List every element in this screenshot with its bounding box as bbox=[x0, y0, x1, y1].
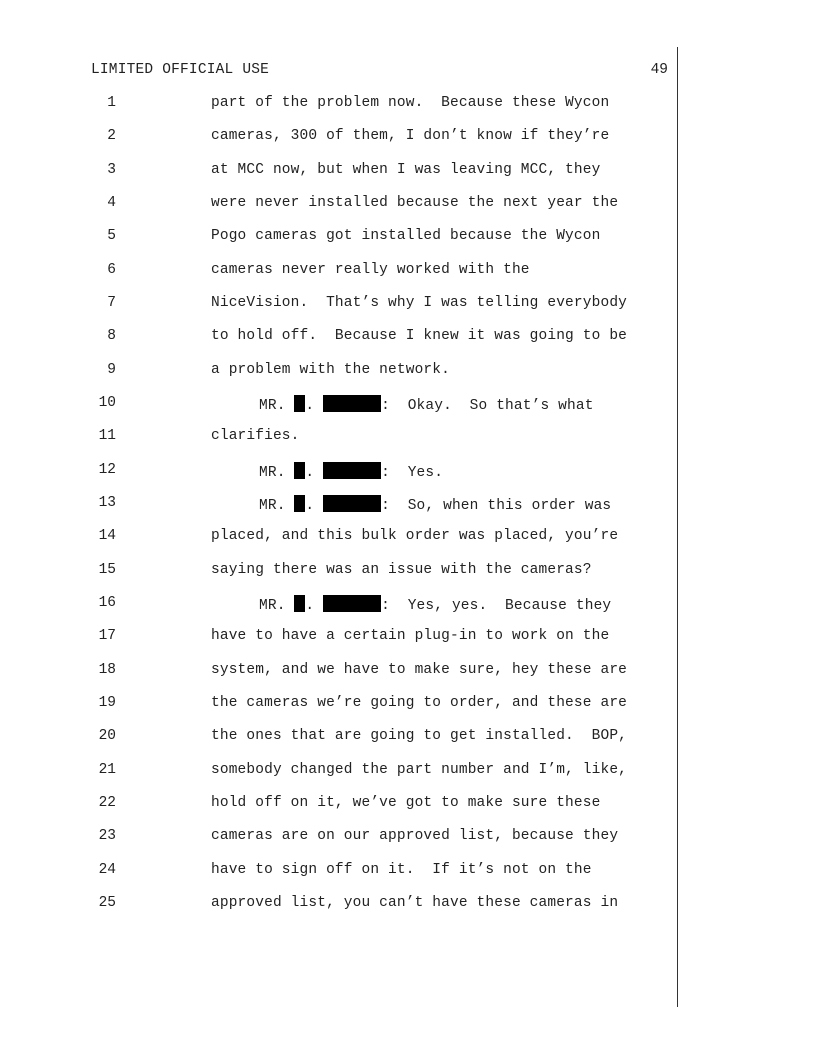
line-number: 2 bbox=[107, 128, 116, 144]
speaker-line: MR. . : So, when this order was bbox=[259, 495, 611, 514]
transcript-line bbox=[0, 362, 816, 384]
line-text: the cameras we’re going to order, and these are bbox=[211, 695, 628, 711]
line-text: hold off on it, we’ve got to make sure these bbox=[211, 795, 601, 811]
transcript-line bbox=[0, 262, 816, 284]
line-text: Yes, yes. Because they bbox=[407, 598, 612, 614]
transcript-line bbox=[0, 462, 816, 484]
speaker-title: MR. bbox=[259, 465, 286, 481]
transcript-line bbox=[0, 95, 816, 117]
redaction-initial bbox=[294, 462, 305, 479]
page-header-classification: LIMITED OFFICIAL USE bbox=[91, 62, 270, 78]
line-text: NiceVision. That’s why I was telling everybody bbox=[211, 295, 628, 311]
transcript-line bbox=[0, 128, 816, 150]
line-text: system, and we have to make sure, hey these are bbox=[211, 662, 628, 678]
speaker-line: MR. . : Yes, yes. Because they bbox=[259, 595, 611, 614]
speaker-title: MR. bbox=[259, 498, 286, 514]
line-text: clarifies. bbox=[211, 428, 300, 444]
transcript-line bbox=[0, 562, 816, 584]
transcript-line bbox=[0, 428, 816, 450]
line-number: 19 bbox=[98, 695, 116, 711]
line-number: 20 bbox=[98, 728, 116, 744]
speaker-line: MR. . : Okay. So that’s what bbox=[259, 395, 594, 414]
redaction-name bbox=[323, 495, 381, 512]
page-number: 49 bbox=[650, 62, 668, 78]
line-text: have to sign off on it. If it’s not on the bbox=[211, 862, 592, 878]
line-text: placed, and this bulk order was placed, you’re bbox=[211, 528, 619, 544]
transcript-line bbox=[0, 195, 816, 217]
transcript-line bbox=[0, 728, 816, 750]
line-text: approved list, you can’t have these cameras in bbox=[211, 895, 619, 911]
line-text: the ones that are going to get installed. BOP, bbox=[211, 728, 628, 744]
transcript-line bbox=[0, 295, 816, 317]
line-text: at MCC now, but when I was leaving MCC, they bbox=[211, 162, 601, 178]
speaker-line: MR. . : Yes. bbox=[259, 462, 443, 481]
transcript-line bbox=[0, 595, 816, 617]
line-number: 12 bbox=[98, 462, 116, 478]
line-text: Okay. So that’s what bbox=[407, 398, 594, 414]
transcript-line bbox=[0, 395, 816, 417]
line-number: 24 bbox=[98, 862, 116, 878]
line-number: 7 bbox=[107, 295, 116, 311]
line-number: 16 bbox=[98, 595, 116, 611]
line-number: 4 bbox=[107, 195, 116, 211]
line-number: 25 bbox=[98, 895, 116, 911]
line-number: 17 bbox=[98, 628, 116, 644]
line-text: So, when this order was bbox=[407, 498, 612, 514]
redaction-name bbox=[323, 595, 381, 612]
line-number: 23 bbox=[98, 828, 116, 844]
transcript-line bbox=[0, 528, 816, 550]
transcript-line bbox=[0, 895, 816, 917]
line-number: 9 bbox=[107, 362, 116, 378]
line-number: 8 bbox=[107, 328, 116, 344]
line-number: 15 bbox=[98, 562, 116, 578]
redaction-name bbox=[323, 395, 381, 412]
transcript-line bbox=[0, 695, 816, 717]
line-text: to hold off. Because I knew it was going to be bbox=[211, 328, 628, 344]
redaction-name bbox=[323, 462, 381, 479]
line-text: have to have a certain plug-in to work on the bbox=[211, 628, 610, 644]
line-number: 13 bbox=[98, 495, 116, 511]
transcript-line bbox=[0, 762, 816, 784]
line-number: 1 bbox=[107, 95, 116, 111]
transcript-line bbox=[0, 228, 816, 250]
line-text: saying there was an issue with the cameras? bbox=[211, 562, 592, 578]
line-number: 22 bbox=[98, 795, 116, 811]
line-text: Pogo cameras got installed because the Wycon bbox=[211, 228, 601, 244]
line-text: part of the problem now. Because these Wycon bbox=[211, 95, 610, 111]
transcript-line bbox=[0, 328, 816, 350]
line-text: cameras are on our approved list, because they bbox=[211, 828, 619, 844]
line-text: cameras never really worked with the bbox=[211, 262, 530, 278]
transcript-line bbox=[0, 662, 816, 684]
transcript-line bbox=[0, 628, 816, 650]
transcript-line bbox=[0, 828, 816, 850]
line-number: 5 bbox=[107, 228, 116, 244]
redaction-initial bbox=[294, 395, 305, 412]
line-text: a problem with the network. bbox=[211, 362, 450, 378]
line-number: 11 bbox=[98, 428, 116, 444]
redaction-initial bbox=[294, 595, 305, 612]
transcript-line bbox=[0, 795, 816, 817]
line-number: 21 bbox=[98, 762, 116, 778]
line-number: 14 bbox=[98, 528, 116, 544]
redaction-initial bbox=[294, 495, 305, 512]
speaker-title: MR. bbox=[259, 398, 286, 414]
line-number: 3 bbox=[107, 162, 116, 178]
line-number: 10 bbox=[98, 395, 116, 411]
transcript-line bbox=[0, 862, 816, 884]
line-number: 6 bbox=[107, 262, 116, 278]
transcript-line bbox=[0, 162, 816, 184]
line-text: somebody changed the part number and I’m, like, bbox=[211, 762, 628, 778]
speaker-title: MR. bbox=[259, 598, 286, 614]
transcript-line bbox=[0, 495, 816, 517]
line-text: Yes. bbox=[407, 465, 444, 481]
line-text: were never installed because the next year the bbox=[211, 195, 619, 211]
line-text: cameras, 300 of them, I don’t know if they’re bbox=[211, 128, 610, 144]
line-number: 18 bbox=[98, 662, 116, 678]
